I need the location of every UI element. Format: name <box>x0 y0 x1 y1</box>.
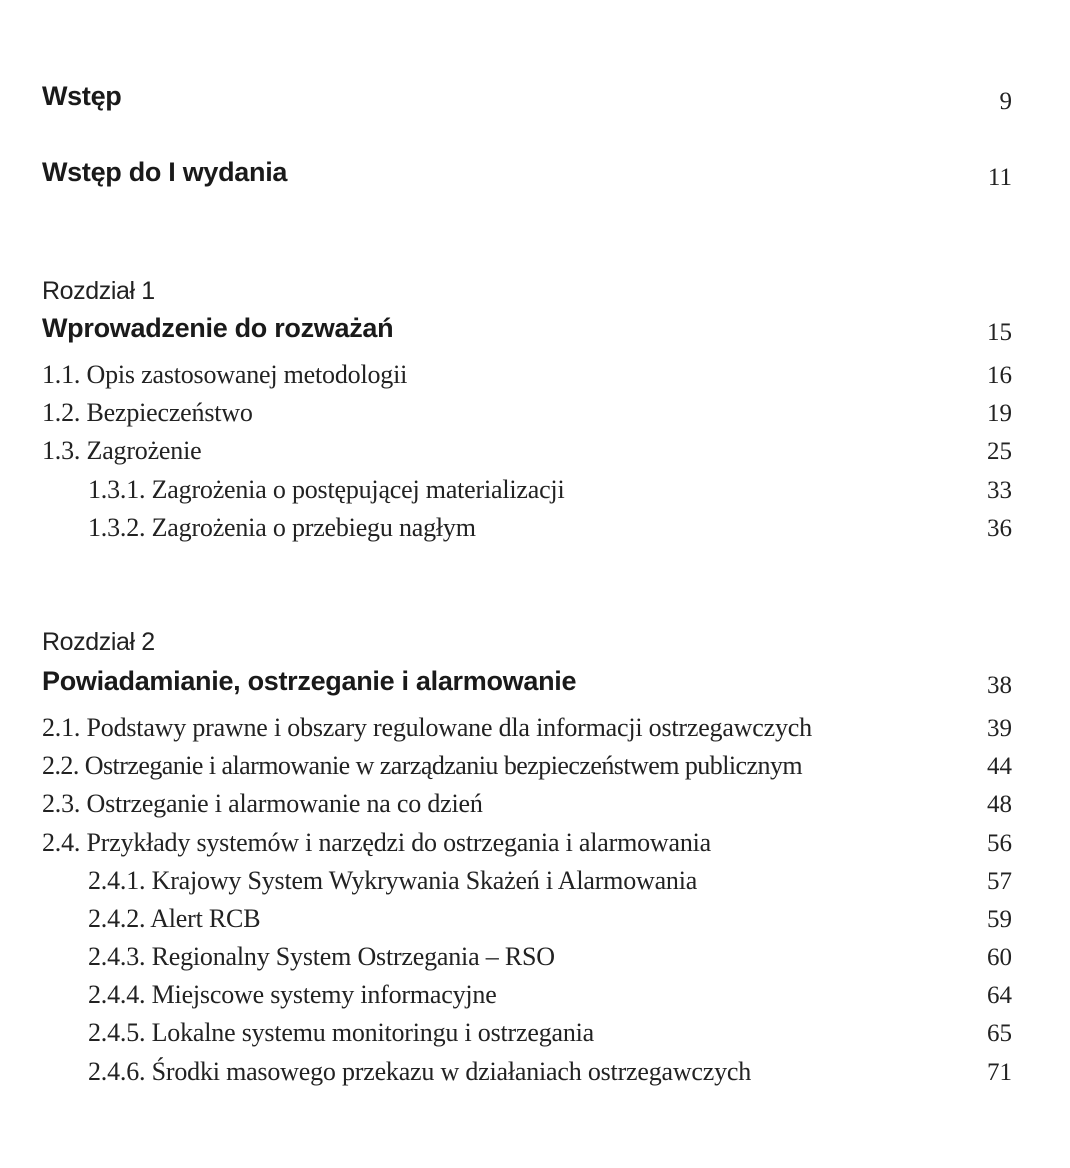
chapter-label: Rozdział 1 <box>42 277 155 305</box>
section-name: Bezpieczeństwo <box>86 398 253 427</box>
entry-page-number: 57 <box>987 868 1012 895</box>
chapter-label: Rozdział 2 <box>42 628 155 656</box>
section-name: Zagrożenie <box>86 436 202 465</box>
section-title <box>42 828 711 858</box>
section-name: Alert RCB <box>150 904 261 933</box>
toc-entry-preface-first-edition[interactable] <box>0 148 1070 191</box>
toc-entry-1-2[interactable] <box>0 388 1070 428</box>
section-name: Przykłady systemów i narzędzi do ostrzegania i alarmowania <box>86 828 711 857</box>
section-name: Opis zastosowanej metodologii <box>86 360 408 389</box>
section-name: Ostrzeganie i alarmowanie na co dzień <box>86 789 483 818</box>
section-number: 2.2. <box>42 751 79 780</box>
entry-page-number: 16 <box>987 362 1012 389</box>
entry-page-number: 65 <box>987 1020 1012 1047</box>
entry-page-number: 25 <box>987 438 1012 465</box>
entry-page-number: 64 <box>987 982 1012 1009</box>
entry-page-number: 9 <box>999 88 1012 115</box>
toc-entry-2-2[interactable] <box>0 741 1070 781</box>
section-name: Podstawy prawne i obszary regulowane dla informacji ostrzegawczych <box>86 713 812 742</box>
section-name: Miejscowe systemy informacyjne <box>151 980 497 1009</box>
entry-page-number: 48 <box>987 791 1012 818</box>
toc-entry-chapter-2[interactable] <box>0 657 1070 697</box>
chapter-2-label-row <box>0 617 1070 657</box>
entry-page-number: 11 <box>987 164 1012 191</box>
toc-entry-2-3[interactable] <box>0 779 1070 819</box>
section-name: Krajowy System Wykrywania Skażeń i Alarmowania <box>151 866 698 895</box>
section-number: 2.4.5. <box>88 1018 146 1047</box>
toc-entry-preface[interactable] <box>0 72 1070 115</box>
section-name: Regionalny System Ostrzegania – RSO <box>151 942 555 971</box>
section-title <box>42 789 483 819</box>
subsection-title <box>88 475 564 505</box>
toc-entry-2-4-6[interactable] <box>0 1047 1070 1087</box>
section-number: 2.4.4. <box>88 980 146 1009</box>
toc-entry-2-4-5[interactable] <box>0 1008 1070 1048</box>
toc-entry-2-4-2[interactable] <box>0 894 1070 934</box>
section-number: 2.4.3. <box>88 942 146 971</box>
section-title <box>42 751 802 781</box>
section-name: Zagrożenia o przebiegu nagłym <box>151 513 476 542</box>
section-name: Lokalne systemu monitoringu i ostrzegania <box>151 1018 594 1047</box>
subsection-title <box>88 904 260 934</box>
entry-page-number: 39 <box>987 715 1012 742</box>
section-title <box>42 436 201 466</box>
section-number: 1.3.1. <box>88 475 146 504</box>
subsection-title <box>88 980 497 1010</box>
section-name: Ostrzeganie i alarmowanie w zarządzaniu bezpieczeństwem publicznym <box>84 751 803 780</box>
subsection-title <box>88 942 555 972</box>
entry-page-number: 19 <box>987 400 1012 427</box>
entry-page-number: 15 <box>987 319 1012 346</box>
section-number: 1.3.2. <box>88 513 146 542</box>
entry-page-number: 33 <box>987 477 1012 504</box>
chapter-title: Wprowadzenie do rozważań <box>42 313 394 343</box>
section-number: 2.4. <box>42 828 81 857</box>
section-title <box>42 398 253 428</box>
toc-entry-1-3[interactable] <box>0 426 1070 466</box>
toc-entry-2-1[interactable] <box>0 703 1070 743</box>
toc-entry-chapter-1[interactable] <box>0 304 1070 344</box>
section-number: 1.3. <box>42 436 81 465</box>
entry-page-number: 36 <box>987 515 1012 542</box>
section-number: 1.1. <box>42 360 81 389</box>
entry-page-number: 59 <box>987 906 1012 933</box>
toc-entry-2-4-3[interactable] <box>0 932 1070 972</box>
entry-page-number: 60 <box>987 944 1012 971</box>
toc-entry-1-1[interactable] <box>0 350 1070 390</box>
entry-title: Wstęp <box>42 81 122 111</box>
section-number: 2.4.2. <box>88 904 146 933</box>
entry-page-number: 71 <box>987 1059 1012 1086</box>
section-number: 2.4.1. <box>88 866 146 895</box>
toc-entry-2-4[interactable] <box>0 818 1070 858</box>
toc-entry-2-4-1[interactable] <box>0 856 1070 896</box>
entry-title: Wstęp do I wydania <box>42 157 288 187</box>
chapter-title: Powiadamianie, ostrzeganie i alarmowanie <box>42 666 577 696</box>
section-number: 2.4.6. <box>88 1057 146 1086</box>
entry-page-number: 44 <box>987 753 1012 780</box>
section-number: 2.3. <box>42 789 81 818</box>
toc-entry-1-3-1[interactable] <box>0 465 1070 505</box>
chapter-1-label-row <box>0 266 1070 306</box>
section-title <box>42 713 812 743</box>
subsection-title <box>88 1057 751 1087</box>
section-number: 2.1. <box>42 713 81 742</box>
entry-page-number: 38 <box>987 672 1012 699</box>
section-name: Środki masowego przekazu w działaniach ostrzegawczych <box>151 1057 752 1086</box>
entry-page-number: 56 <box>987 830 1012 857</box>
section-title <box>42 360 407 390</box>
section-number: 1.2. <box>42 398 81 427</box>
section-name: Zagrożenia o postępującej materializacji <box>151 475 565 504</box>
toc-entry-1-3-2[interactable] <box>0 503 1070 543</box>
subsection-title <box>88 866 697 896</box>
subsection-title <box>88 1018 594 1048</box>
toc-entry-2-4-4[interactable] <box>0 970 1070 1010</box>
subsection-title <box>88 513 476 543</box>
